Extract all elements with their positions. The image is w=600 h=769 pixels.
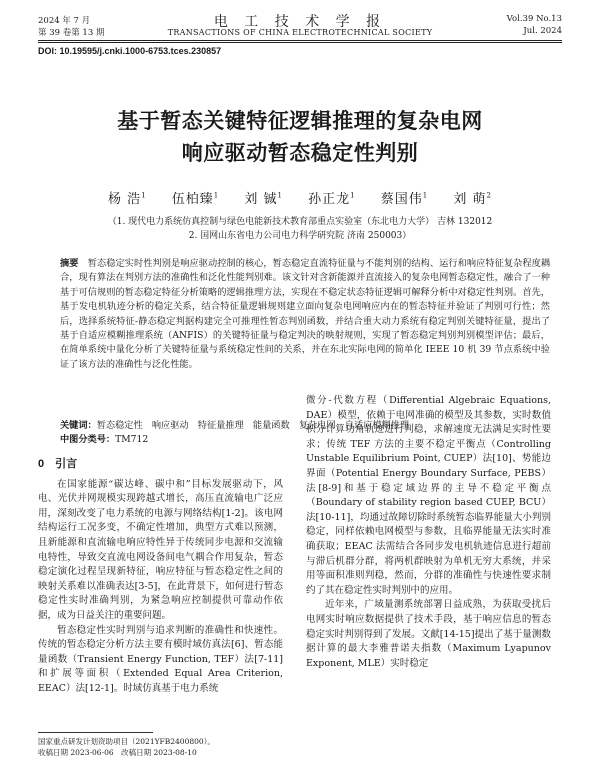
issue-date: 2024 年 7 月 [38,16,91,26]
paper-title [38,106,562,170]
title-line-1: 基于暂态关键特征逻辑推理的复杂电网 [117,110,483,133]
author: 杨 浩$^1$ [108,191,147,207]
right-column [306,394,551,671]
header-rule-top [38,40,562,41]
journal-title-en: TRANSACTIONS OF CHINA ELECTROTECHNICAL SOCIETY [167,28,433,37]
affiliations [38,215,562,243]
keywords-label: 关键词： [60,420,97,431]
month-year: Jul. 2024 [523,26,562,36]
author: 伍柏臻$^1$ [171,191,220,207]
affiliation-1: （1. 现代电力系统仿真控制与绿色电能新技术教育部重点实验室（东北电力大学） 吉林 132012 [107,217,493,227]
volume-number: Vol.39 No.13 [506,14,562,24]
abstract-text: 暂态稳定实时性判别是响应驱动控制的核心，暂态稳定直流特征量与不能判别的结构、运行和响应特征复杂程度耦合，现有算法在判别方法的准确性和泛化性能判别难。该文针对含新能源并直流接入的复杂电网暂态稳定性，融合了一种基于可信规则的暂态稳定特征分析策略的逻辑推理方法，实现在不稳定状态特征逻辑可解释分析中对稳定性判别。首先，基于发电机轨迹分析的稳定关系，结合特征量逻辑规则建立面向复杂电网响应内在的暂态特征并验证了判别可行性；然后，选择系统特征-静态稳定判据构建完全可推理性暂态判别函数，并结合重大动力系统有稳定判别关键特征量，提出了基于自适应模糊推理系统（ANFIS）的关键特征量与稳定判决的映射规则，实现了暂态稳定判别判别模型评估；最后，在简单系统中量化分析了关键特征量与系统稳定性间的关系，并在东北实际电网的简单化 IEEE 10 机 39 节点系统中验证了该方法的准确性与泛化性能。 [60,258,551,370]
footnote [38,736,215,758]
funding-note: 国家重点研发计划资助项目（2021YFB2400800）。 [38,737,215,746]
author: 刘 铖$^1$ [244,191,283,207]
left-column [38,457,283,697]
intro-paragraph-1: 在国家能源“碳达峰、碳中和”目标发展驱动下，风电、光伏并网规模实现跨越式增长，高压直流输电广泛应用，深刻改变了电力系统的电源与网络结构[1-2]。该电网结构运行工况多变，不确定性增加，典型方式难以预测，且新能源和直流输电响应特性异于传统同步电源和交流输电特性，导致交直流电网设备间电气耦合作用复杂，暂态稳定演化过程呈现新特征，响应特征与暂态稳定性之间的映射关系难以准确表达[3-5]，在此背景下，如何进行暂态稳定性实时准确判别，为紧急响应控制提供可靠动作依据，成为日益关注的重要问题。 [38,478,283,621]
section-heading-intro: 0 引言 [38,458,78,470]
footnote-rule [38,732,153,733]
journal-title-cn: 电 工 技 术 学 报 [213,14,387,30]
paper-page [38,10,562,765]
volume-cn: 第 39 卷第 13 期 [38,28,105,38]
doi[interactable]: DOI: 10.19595/j.cnki.1000-6753.tces.230857 [38,46,222,56]
received-dates: 收稿日期 2023-06-06 改稿日期 2023-08-10 [38,748,197,757]
author: 刘 萌$^2$ [453,191,492,207]
affiliation-2: 2. 国网山东省电力公司电力科学研究院 济南 250003） [188,231,412,241]
intro-paragraph-2: 暂态稳定性实时判别与追求判断的准确性和快速性。传统的暂态稳定分析方法主要有模时域仿真法[6]、暂态能量函数（Transient Energy Function, TEF）法[7-11]和扩展等面积（Extended Equal Area Criterion, EEAC）法[12-1]。时域仿真基于电力系统 [38,624,283,694]
author: 孙正龙$^1$ [308,191,356,207]
abstract-label: 摘要 [60,258,79,269]
right-paragraph-1: 微分-代数方程（Differential Algebraic Equations, DAE）模型，依赖于电网准确的模型及其参数，实时数值积分计算功角轨迹进行判稳，求解速度无法满足实时性要求；传统 TEF 方法的主要不稳定平衡点（Controlling Unstable Equilibrium Point, CUEP）法[10]、势能边界面（Potential Energy Boundary Surface, PEBS）法[8-9]和基于稳定域边界的主导不稳定平衡点（Boundary of stability region based CUEP, BCU）法[10-11]，均通过故障切除时系统暂态临界能量大小判别稳定，同样依赖电网模型与参数，且临界能量无法实时准确获取；EEAC 法需结合各同步发电机轨迹信息进行超前与滞后机群分群，将两机群映射为单机无穷大系统，并采用等面积准则判稳，然而，分群的准确性与快速性要求制约了其在稳定性实时判别中的应用。 [306,395,551,596]
abstract [60,257,550,372]
author-list [38,188,562,207]
title-line-2: 响应驱动暂态稳定性判别 [181,142,419,165]
author: 蔡国伟$^1$ [380,191,429,207]
header-rule-bottom [38,42,562,43]
clc-label: 中图分类号： [60,434,116,445]
keywords-text: 暂态稳定性 响应驱动 特征量推理 能量函数 复杂电网 自适应模糊推理 [96,420,410,431]
clc-code: TM712 [115,434,149,445]
right-paragraph-2: 近年来，广域量测系统部署日益成熟，为获取受扰后电网实时响应数据提供了技术手段，基于响应信息的暂态稳定实时判别得到了发展。文献[14-15]提出了基于量测数据计算的最大李雅普诺夫指数（Maximum Lyapunov Exponent, MLE）实时稳定 [306,599,551,669]
